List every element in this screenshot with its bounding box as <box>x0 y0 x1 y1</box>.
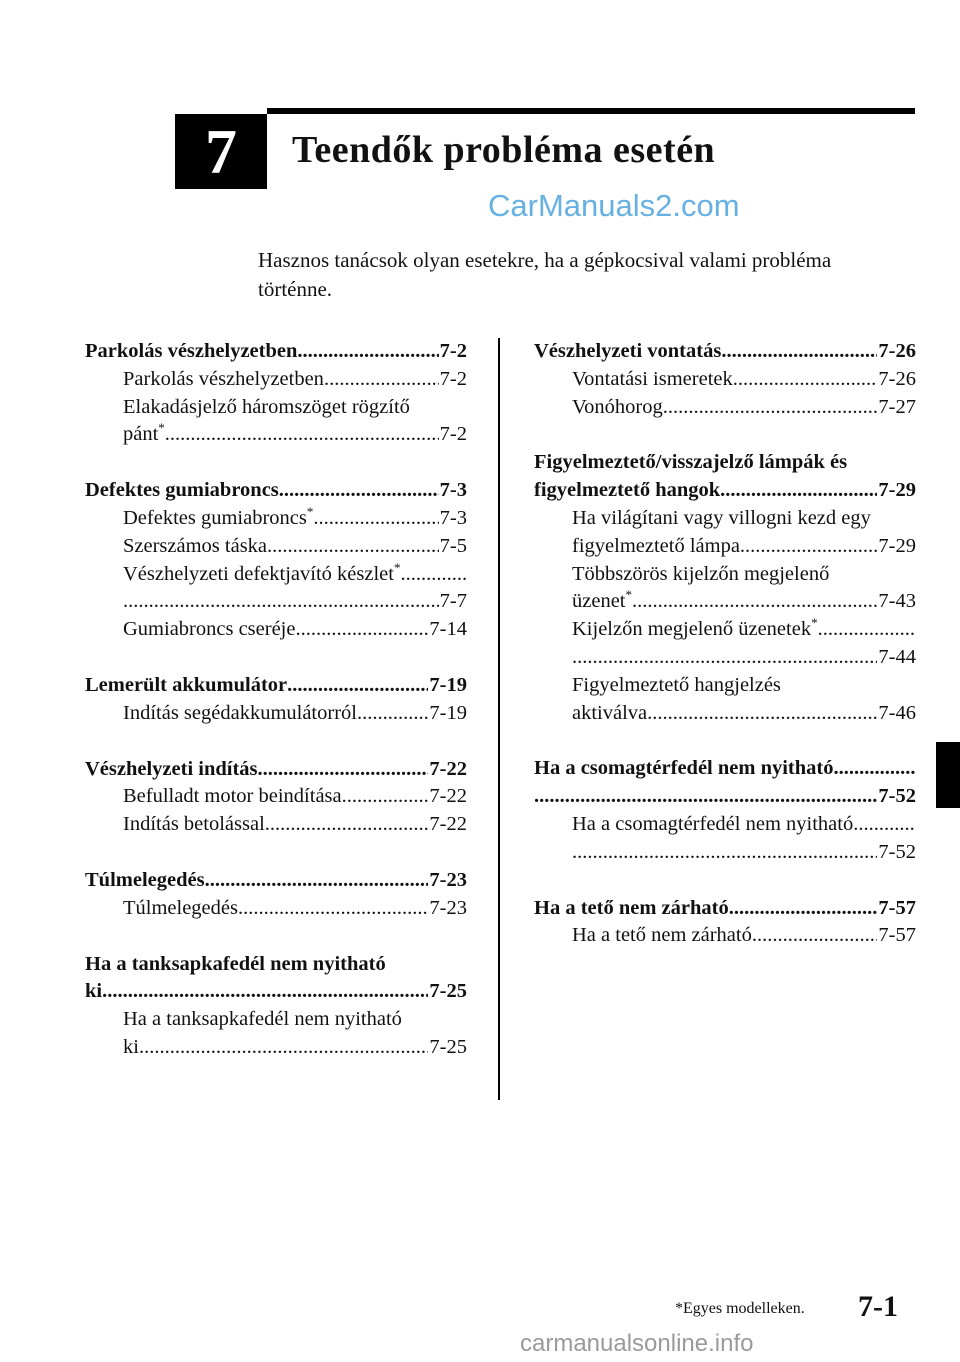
toc-entry-label: Ha a tanksapkafedél nem nyitható <box>123 1008 402 1031</box>
chapter-number-box <box>175 114 267 189</box>
toc-page-ref: 7-46 <box>878 701 916 724</box>
toc-entry-label: Vonóhorog <box>572 395 663 418</box>
toc-sub-entry[interactable] <box>85 1006 467 1034</box>
toc-sub-entry[interactable] <box>534 839 916 867</box>
toc-entry-label: aktiválva <box>572 701 648 724</box>
toc-page-ref: 7-57 <box>878 924 916 947</box>
toc-entry-text <box>85 978 102 1006</box>
toc-section <box>534 338 916 421</box>
footer-watermark: carmanualsonline.info <box>520 1330 754 1357</box>
dot-leader <box>102 978 428 1006</box>
toc-section <box>85 672 467 728</box>
toc-entry-label: Elakadásjelző háromszöget rögzítő <box>123 395 410 418</box>
toc-heading-entry[interactable] <box>534 895 916 923</box>
toc-entry-text <box>123 700 357 728</box>
toc-page-ref: 7-52 <box>878 785 916 808</box>
dot-leader <box>400 561 467 589</box>
toc-entry-label: Defektes gumiabroncs <box>123 506 307 529</box>
dot-leader <box>342 783 429 811</box>
toc-sub-entry[interactable] <box>534 561 916 589</box>
dot-leader <box>313 505 438 533</box>
chapter-intro: Hasznos tanácsok olyan esetekre, ha a gépkocsival valami probléma történne. <box>258 248 832 301</box>
toc-entry-label: Ha a csomagtérfedél nem nyitható <box>534 757 834 780</box>
toc-entry-text <box>572 505 871 533</box>
toc-entry-text <box>85 951 386 979</box>
toc-entry-text <box>572 366 733 394</box>
toc-entry-text <box>85 477 279 505</box>
toc-entry-text <box>534 755 833 783</box>
dot-leader <box>729 895 878 923</box>
toc-page-ref: 7-25 <box>429 980 467 1003</box>
toc-entry-text <box>123 421 165 449</box>
dot-leader <box>357 700 428 728</box>
footnote-marker: * <box>393 559 401 575</box>
toc-entry-label: Ha a tanksapkafedél nem nyitható <box>85 952 386 975</box>
toc-sub-entry[interactable] <box>534 811 916 839</box>
toc-sub-entry[interactable] <box>534 505 916 533</box>
toc-entry-text <box>85 672 287 700</box>
toc-entry-label: Vészhelyzeti indítás <box>85 757 258 780</box>
toc-sub-entry[interactable] <box>85 783 467 811</box>
toc-entry-text <box>123 394 410 422</box>
toc-page-ref: 7-23 <box>429 896 467 919</box>
toc-page-ref: 7-14 <box>429 618 467 641</box>
toc-entry-label: Vészhelyzeti defektjavító készlet <box>123 562 394 585</box>
toc-entry-text <box>85 867 205 895</box>
dot-leader <box>258 756 429 784</box>
dot-leader <box>297 338 438 366</box>
dot-leader <box>238 895 428 923</box>
watermark-logo: CarManuals2.com <box>488 188 740 223</box>
toc-heading-entry[interactable] <box>534 755 916 783</box>
toc-sub-entry[interactable] <box>534 533 916 561</box>
chapter-header-rule <box>267 108 915 114</box>
toc-entry-text <box>572 533 740 561</box>
toc-entry-text <box>123 1034 139 1062</box>
toc-page-ref: 7-25 <box>429 1035 467 1058</box>
toc-entry-label: ki <box>123 1035 139 1058</box>
dot-leader <box>721 338 877 366</box>
dot-leader <box>267 533 439 561</box>
toc-entry-text <box>123 533 267 561</box>
dot-leader <box>572 644 877 672</box>
dot-leader <box>853 811 916 839</box>
toc-entry-text <box>123 811 265 839</box>
toc-sub-entry[interactable] <box>534 394 916 422</box>
toc-heading-entry[interactable] <box>85 867 467 895</box>
toc-entry-label: Indítás segédakkumulátorról <box>123 701 357 724</box>
toc-section <box>85 338 467 449</box>
chapter-tab-marker <box>936 742 960 808</box>
toc-entry-text <box>123 505 313 533</box>
toc-heading-entry[interactable] <box>85 338 467 366</box>
toc-page-ref: 7-44 <box>878 645 916 668</box>
footnote-marker: * <box>306 503 314 519</box>
toc-entry-label: Kijelzőn megjelenő üzenetek <box>572 618 812 641</box>
toc-entry-label: ki <box>85 980 103 1003</box>
toc-page-ref: 7-23 <box>429 868 467 891</box>
column-divider <box>498 338 500 1100</box>
dot-leader <box>295 616 428 644</box>
toc-page-ref: 7-43 <box>878 590 916 613</box>
toc-entry-label: Túlmelegedés <box>123 896 238 919</box>
footnote-marker: * <box>158 420 165 436</box>
dot-leader <box>740 533 878 561</box>
toc-section <box>85 477 467 644</box>
dot-leader <box>752 922 878 950</box>
dot-leader <box>647 700 877 728</box>
toc-entry-text <box>572 700 647 728</box>
dot-leader <box>833 755 916 783</box>
toc-page-ref: 7-26 <box>878 367 916 390</box>
toc-entry-text <box>572 672 781 700</box>
dot-leader <box>818 616 916 644</box>
toc-entry-text <box>85 756 258 784</box>
toc-page-ref: 7-27 <box>878 395 916 418</box>
toc-entry-text <box>123 366 324 394</box>
toc-entry-text <box>534 449 847 477</box>
toc-section <box>534 449 916 727</box>
toc-heading-entry[interactable] <box>534 449 916 477</box>
toc-entry-label: Lemerült akkumulátor <box>85 673 288 696</box>
dot-leader <box>534 783 877 811</box>
chapter-title: Teendők probléma esetén <box>292 129 716 171</box>
toc-sub-entry[interactable] <box>534 366 916 394</box>
toc-heading-entry[interactable] <box>534 783 916 811</box>
toc-entry-label: figyelmeztető lámpa <box>572 534 740 557</box>
dot-leader <box>139 1034 428 1062</box>
toc-entry-text <box>123 783 342 811</box>
toc-entry-text <box>123 616 295 644</box>
toc-sub-entry[interactable] <box>85 533 467 561</box>
toc-section <box>85 951 467 1062</box>
toc-entry-label: Gumiabroncs cseréje <box>123 618 296 641</box>
dot-leader <box>324 366 439 394</box>
toc-entry-label: Ha a tető nem zárható <box>534 896 729 919</box>
footnote-marker: * <box>811 615 818 631</box>
toc-page-ref: 7-22 <box>429 757 467 780</box>
toc-page-ref: 7-2 <box>439 340 467 362</box>
toc-page-ref: 7-3 <box>439 506 467 529</box>
toc-entry-label: Vészhelyzeti vontatás <box>534 340 722 362</box>
toc-entry-text <box>572 394 663 422</box>
toc-entry-text <box>534 477 720 505</box>
toc-page-ref: 7-2 <box>439 367 467 390</box>
toc-sub-entry[interactable] <box>534 588 916 616</box>
dot-leader <box>165 421 439 449</box>
page-number: 7-1 <box>858 1290 898 1323</box>
toc-entry-text <box>534 895 729 923</box>
toc-entry-text <box>572 811 853 839</box>
toc-sub-entry[interactable] <box>85 421 467 449</box>
toc-sub-entry[interactable] <box>85 895 467 923</box>
toc-section <box>85 867 467 923</box>
toc-heading-entry[interactable] <box>534 338 916 366</box>
toc-right-column <box>534 338 916 978</box>
toc-entry-label: figyelmeztető hangok <box>534 479 721 502</box>
toc-page-ref: 7-22 <box>429 785 467 808</box>
toc-page-ref: 7-3 <box>439 479 467 502</box>
toc-entry-label: Figyelmeztető hangjelzés <box>572 673 781 696</box>
toc-page-ref: 7-57 <box>878 896 916 919</box>
toc-heading-entry[interactable] <box>85 978 467 1006</box>
dot-leader <box>720 477 877 505</box>
dot-leader <box>123 588 439 616</box>
toc-entry-label: Parkolás vészhelyzetben <box>85 340 298 362</box>
toc-sub-entry[interactable] <box>85 394 467 422</box>
toc-heading-entry[interactable] <box>85 951 467 979</box>
toc-section <box>534 895 916 951</box>
toc-entry-label: Defektes gumiabroncs <box>85 479 279 502</box>
toc-sub-entry[interactable] <box>85 366 467 394</box>
toc-sub-entry[interactable] <box>85 616 467 644</box>
chapter-number: 7 <box>205 115 237 187</box>
toc-entry-text <box>123 1006 402 1034</box>
toc-entry-label: Befulladt motor beindítása <box>123 785 342 808</box>
toc-page-ref: 7-29 <box>878 479 916 502</box>
dot-leader <box>205 867 429 895</box>
toc-sub-entry[interactable] <box>534 644 916 672</box>
toc-section <box>85 756 467 839</box>
toc-sub-entry[interactable] <box>85 700 467 728</box>
toc-entry-text <box>572 616 818 644</box>
toc-heading-entry[interactable] <box>85 756 467 784</box>
toc-heading-entry[interactable] <box>534 477 916 505</box>
toc-section <box>534 755 916 866</box>
toc-left-column <box>85 338 467 1090</box>
toc-entry-label: Túlmelegedés <box>85 868 205 891</box>
toc-entry-label: Szerszámos táska <box>123 534 268 557</box>
toc-page-ref: 7-29 <box>878 534 916 557</box>
toc-entry-text <box>123 895 238 923</box>
toc-entry-text <box>572 561 829 589</box>
toc-sub-entry[interactable] <box>85 811 467 839</box>
toc-entry-label: Ha a tető nem zárható <box>572 924 752 947</box>
toc-sub-entry[interactable] <box>85 1034 467 1062</box>
dot-leader <box>287 672 428 700</box>
dot-leader <box>733 366 878 394</box>
toc-page-ref: 7-5 <box>439 534 467 557</box>
toc-sub-entry[interactable] <box>85 588 467 616</box>
toc-heading-entry[interactable] <box>85 477 467 505</box>
toc-entry-label: pánt <box>123 423 159 446</box>
toc-sub-entry[interactable] <box>534 616 916 644</box>
toc-sub-entry[interactable] <box>85 561 467 589</box>
toc-entry-label: Többszörös kijelzőn megjelenő <box>572 562 830 585</box>
toc-sub-entry[interactable] <box>534 700 916 728</box>
toc-page-ref: 7-2 <box>439 423 467 446</box>
toc-page-ref: 7-52 <box>878 840 916 863</box>
toc-sub-entry[interactable] <box>534 922 916 950</box>
toc-entry-label: Ha világítani vagy villogni kezd egy <box>572 506 871 529</box>
toc-page-ref: 7-19 <box>429 673 467 696</box>
toc-entry-text <box>123 561 400 589</box>
toc-entry-label: Parkolás vészhelyzetben <box>123 367 324 390</box>
dot-leader <box>572 839 877 867</box>
toc-entry-text <box>85 338 297 366</box>
toc-entry-label: Ha a csomagtérfedél nem nyitható <box>572 812 854 835</box>
toc-sub-entry[interactable] <box>534 672 916 700</box>
dot-leader <box>265 811 429 839</box>
footnote: *Egyes modelleken. <box>675 1300 805 1317</box>
toc-entry-label: Figyelmeztető/visszajelző lámpák és <box>534 451 848 474</box>
toc-sub-entry[interactable] <box>85 505 467 533</box>
footnote-marker: * <box>625 587 632 603</box>
toc-page-ref: 7-26 <box>878 340 916 362</box>
toc-entry-label: Vontatási ismeretek <box>572 367 733 390</box>
toc-entry-text <box>572 922 752 950</box>
dot-leader <box>279 477 439 505</box>
toc-entry-text <box>534 338 721 366</box>
dot-leader <box>632 588 877 616</box>
toc-entry-text <box>572 588 632 616</box>
toc-heading-entry[interactable] <box>85 672 467 700</box>
toc-page-ref: 7-22 <box>429 813 467 836</box>
toc-page-ref: 7-19 <box>429 701 467 724</box>
toc-page-ref: 7-7 <box>439 590 467 613</box>
dot-leader <box>663 394 878 422</box>
toc-entry-label: üzenet <box>572 590 626 613</box>
toc-entry-label: Indítás betolással <box>123 813 265 836</box>
